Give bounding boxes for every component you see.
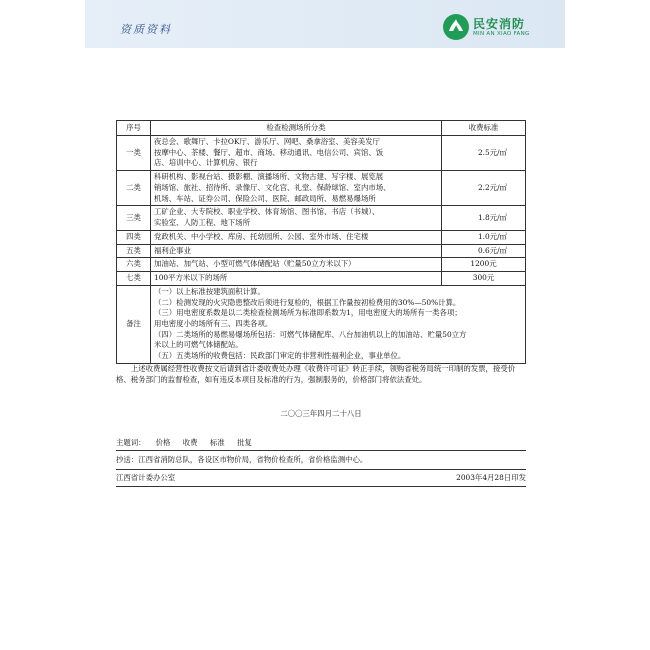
note-item: （二）检测发现的火灾隐患整改后须进行复检的，根据工作量按初检费用的30%—50%计算。 — [154, 297, 461, 307]
row-no: 四类 — [117, 230, 151, 244]
issue-date: 2003年4月28日印发 — [456, 472, 526, 482]
header-no: 序号 — [117, 121, 151, 136]
issuer-line — [116, 470, 526, 488]
header-fee: 收费标准 — [442, 121, 526, 136]
row-fee: 300元 — [442, 272, 526, 286]
header-banner — [85, 0, 565, 48]
subject-label: 主题词： — [116, 438, 146, 448]
logo-text-cn: 民安消防 — [473, 17, 526, 31]
subject-words — [116, 438, 526, 451]
subject-word: 收费 — [182, 438, 198, 448]
document-date: 二〇〇三年四月二十八日 — [280, 409, 362, 419]
cc-line: 抄送：江西省消防总队，各设区市物价局，省物价检查所，省价格监测中心。 — [116, 451, 526, 470]
table-row — [117, 244, 526, 258]
header-category: 检查检测场所分类 — [151, 121, 442, 136]
note-item: 米以上的可燃气体储配站。 — [154, 340, 243, 350]
issuer: 江西省计委办公室 — [116, 472, 176, 482]
row-fee: 1.8元/㎡ — [442, 206, 526, 230]
banner-title: 资质资料 — [120, 23, 172, 36]
row-no: 三类 — [117, 206, 151, 230]
note-item: （四）二类场所的易燃易爆场所包括：可燃气体储配库、八台加油机以上的加油站、贮量50立方 — [154, 329, 467, 339]
row-no: 一类 — [117, 136, 151, 171]
subject-word: 批复 — [237, 438, 252, 448]
notes-label: 备注 — [117, 285, 151, 363]
table-row — [117, 272, 526, 286]
body-paragraph: 上述收费属经营性收费按文后请到省计委收费处办理《收费许可证》转正手续，领购省税务局统一印制的发票，接受价格、税务部门的监督检查，如有违反本项目及标准的行为，强制服务的，价格部门将依法查处。 — [116, 363, 516, 384]
notes-row — [117, 285, 526, 363]
table-row — [117, 258, 526, 272]
row-no: 六类 — [117, 258, 151, 272]
row-category: 夜总会、歌舞厅、卡拉OK厅、游乐厅、网吧、桑拿浴室、美容美发厅 按摩中心、茶楼、餐厅、超市、商场、移动通讯、电信公司、宾馆、饭 店、培训中心、计算机房、银行 — [151, 136, 442, 171]
logo-icon — [443, 14, 469, 40]
table-row — [117, 206, 526, 230]
logo-text-en: MIN AN XIAO FANG — [473, 31, 530, 37]
row-fee: 2.5元/㎡ — [442, 136, 526, 171]
note-item: （三）用电密度系数是以二类检查检测场所为标准即系数为1，用电密度大的场所有一类各项； — [154, 308, 462, 318]
table-row — [117, 136, 526, 171]
row-category: 科研机构、影视台站、摄影棚、演播场所、文物古建、写字楼、展览展 销场馆、旅社、招待所、录像厅、文化宫、礼堂、保龄球馆、室内市场、 机场、车站、证券公司、保险公司、医院、邮政局所、易燃易爆场所 — [151, 171, 442, 206]
row-category: 福利企事业 — [151, 244, 442, 258]
fee-table — [116, 120, 526, 364]
row-fee: 1.0元/㎡ — [442, 230, 526, 244]
row-no: 五类 — [117, 244, 151, 258]
table-header-row — [117, 121, 526, 136]
company-logo — [443, 14, 563, 44]
row-category: 党政机关、中小学校、库房、托幼园所、公园、室外市场、住宅楼 — [151, 230, 442, 244]
row-no: 七类 — [117, 272, 151, 286]
row-fee: 2.2元/㎡ — [442, 171, 526, 206]
table-row — [117, 230, 526, 244]
notes-content — [151, 285, 526, 363]
row-category: 工矿企业、大专院校、职业学校、体育场馆、图书馆、书店（书城）、 实验室、人防工程、地下场所 — [151, 206, 442, 230]
row-no: 二类 — [117, 171, 151, 206]
table-row — [117, 171, 526, 206]
note-item: （一）以上标准按建筑面积计算。 — [154, 286, 265, 296]
document-body — [116, 120, 526, 487]
row-fee: 1200元 — [442, 258, 526, 272]
note-item: 用电密度小的场所有三、四类各项。 — [154, 319, 273, 329]
row-fee: 0.6元/㎡ — [442, 244, 526, 258]
subject-word: 价格 — [155, 438, 171, 448]
note-item: （五）五类场所的收费包括：民政部门审定的非营利性福利企业，事业单位。 — [154, 351, 406, 361]
row-category: 100平方米以下的场所 — [151, 272, 442, 286]
row-category: 加油站、加气站、小型可燃气体储配站（贮量50立方米以下） — [151, 258, 442, 272]
subject-word: 标准 — [209, 438, 225, 448]
